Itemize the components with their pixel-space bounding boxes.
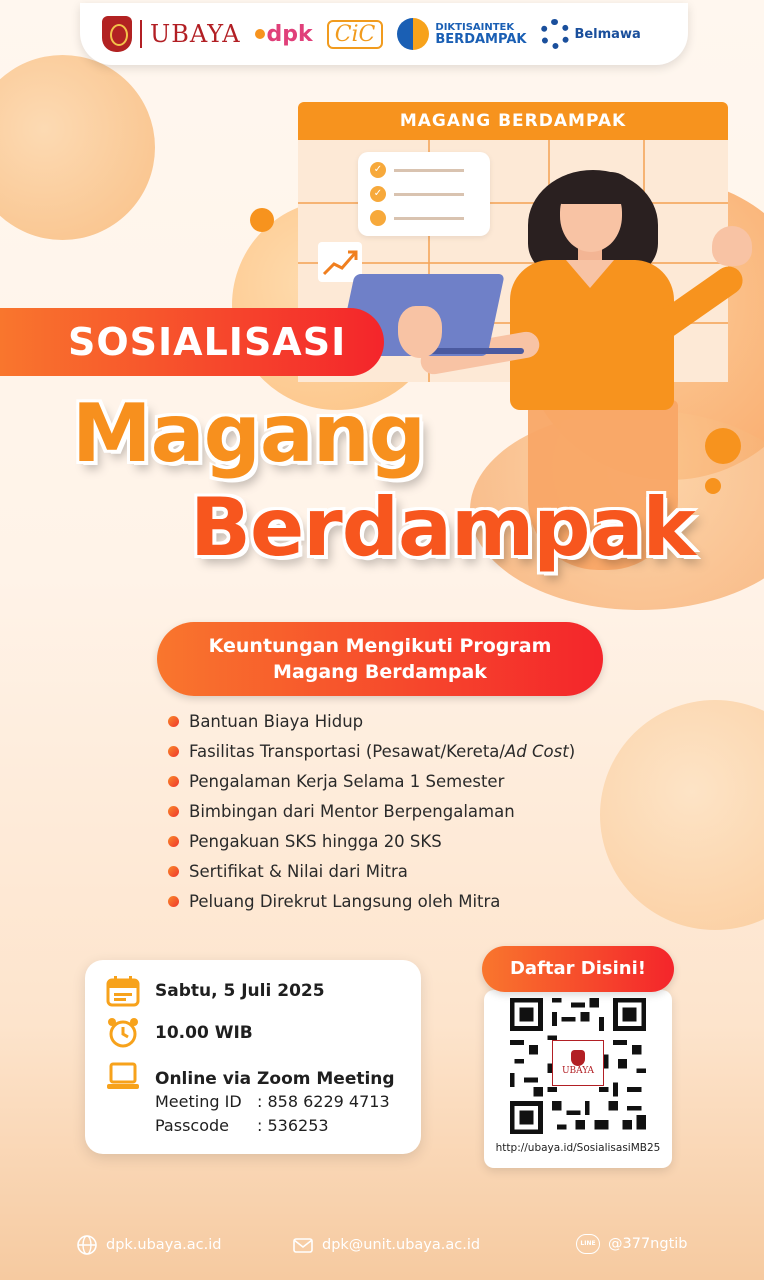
line-icon: LINE: [576, 1234, 600, 1254]
benefit-text-close: ): [568, 741, 576, 761]
check-icon: [370, 210, 386, 226]
footer-line[interactable]: [576, 1234, 688, 1254]
event-date: Sabtu, 5 Juli 2025: [155, 981, 325, 1001]
globe-icon: [76, 1234, 98, 1256]
ubaya-logo[interactable]: [102, 16, 241, 52]
benefit-text: Peluang Direkrut Langsung oleh Mitra: [189, 891, 501, 911]
decor-dot: [705, 478, 721, 494]
list-item: [168, 856, 628, 886]
checklist-line: [394, 217, 464, 220]
belmawa-wordmark: Belmawa: [574, 26, 641, 42]
event-location-row: [105, 1060, 395, 1138]
qr-card[interactable]: [484, 990, 672, 1168]
meeting-id-label: Meeting ID: [155, 1092, 242, 1111]
bullet-icon: [168, 716, 179, 727]
list-item: [168, 796, 628, 826]
checklist-line: [394, 169, 464, 172]
gear-icon: [540, 19, 570, 49]
benefit-text: Pengakuan SKS hingga 20 SKS: [189, 831, 442, 851]
event-time-row: [105, 1016, 253, 1050]
passcode-row: [155, 1114, 395, 1138]
passcode-label: Passcode: [155, 1116, 229, 1135]
check-icon: ✓: [370, 162, 386, 178]
ubaya-wordmark: UBAYA: [140, 20, 241, 48]
qr-ubaya-wordmark: UBAYA: [561, 1066, 595, 1076]
register-button[interactable]: Daftar Disini!: [482, 946, 674, 992]
benefit-text: Fasilitas Transportasi (Pesawat/Kereta/: [189, 741, 505, 761]
ubaya-crest-icon: [102, 16, 132, 52]
check-icon: ✓: [370, 186, 386, 202]
bullet-icon: [168, 896, 179, 907]
title-line-1: Magang: [72, 387, 426, 480]
decor-dot: [705, 428, 741, 464]
bullet-icon: [168, 776, 179, 787]
checklist-row: [370, 210, 464, 226]
diktisaintek-wordmark: [435, 22, 526, 46]
dpk-logo[interactable]: [255, 22, 313, 47]
list-item: [168, 886, 628, 916]
person-illustration-hand: [398, 306, 442, 358]
meeting-id-row: [155, 1090, 395, 1114]
dpk-wordmark: dpk: [266, 21, 313, 47]
calendar-icon: [105, 974, 141, 1008]
benefits-heading: [157, 622, 603, 696]
person-illustration-hand: [712, 226, 752, 266]
meeting-id-value[interactable]: : 858 6229 4713: [257, 1092, 390, 1111]
checklist-card: [358, 152, 490, 236]
belmawa-logo[interactable]: [540, 19, 640, 49]
registration-link[interactable]: http://ubaya.id/SosialisasiMB25: [495, 1142, 661, 1154]
benefit-text: Sertifikat & Nilai dari Mitra: [189, 861, 408, 881]
website-link[interactable]: dpk.ubaya.ac.id: [106, 1237, 222, 1253]
qr-ubaya-logo: [552, 1040, 604, 1086]
title-line-2: Berdampak: [190, 481, 695, 574]
cic-logo[interactable]: [327, 20, 384, 49]
line-id-link[interactable]: @377ngtib: [608, 1236, 688, 1252]
footer: [0, 1226, 764, 1266]
list-item: [168, 736, 628, 766]
footer-website[interactable]: [76, 1234, 221, 1256]
diktisaintek-line1: DIKTISAINTEK: [435, 22, 515, 33]
logo-bar: [80, 3, 688, 65]
decor-dot: [250, 208, 274, 232]
benefit-text: Bantuan Biaya Hidup: [189, 711, 364, 731]
laptop-icon: [105, 1060, 141, 1094]
event-location: Online via Zoom Meeting: [155, 1069, 395, 1089]
email-link[interactable]: dpk@unit.ubaya.ac.id: [322, 1237, 481, 1253]
diktisaintek-logo[interactable]: [397, 18, 526, 50]
list-item: [168, 706, 628, 736]
list-item: [168, 826, 628, 856]
alarm-clock-icon: [105, 1016, 141, 1050]
checklist-line: [394, 193, 464, 196]
passcode-value[interactable]: : 536253: [257, 1116, 329, 1135]
list-item: [168, 766, 628, 796]
bullet-icon: [168, 746, 179, 757]
event-time: 10.00 WIB: [155, 1023, 253, 1043]
board-header: MAGANG BERDAMPAK: [298, 102, 728, 140]
benefits-heading-line1: Keuntungan Mengikuti Program: [208, 635, 552, 657]
dpk-dot-icon: [255, 29, 265, 39]
sosialisasi-badge: SOSIALISASI: [0, 308, 384, 376]
event-info-card: [85, 960, 421, 1154]
ubaya-crest-icon: [571, 1050, 585, 1066]
diktisaintek-mark-icon: [397, 18, 429, 50]
benefit-text: Bimbingan dari Mentor Berpengalaman: [189, 801, 515, 821]
bullet-icon: [168, 836, 179, 847]
bullet-icon: [168, 866, 179, 877]
benefit-text-italic: Ad Cost: [504, 741, 569, 761]
event-location-block: [155, 1060, 395, 1138]
mail-icon: [292, 1234, 314, 1256]
board-grid-line: [298, 262, 728, 264]
benefits-heading-line2: Magang Berdampak: [273, 661, 487, 683]
diktisaintek-line2: BERDAMPAK: [435, 32, 527, 47]
benefits-list: [168, 706, 628, 916]
cic-wordmark: CiC: [334, 21, 376, 47]
person-illustration-hair: [556, 172, 636, 204]
decor-circle: [0, 55, 155, 240]
event-date-row: [105, 974, 325, 1008]
bullet-icon: [168, 806, 179, 817]
footer-email[interactable]: [292, 1234, 480, 1256]
benefit-text: Pengalaman Kerja Selama 1 Semester: [189, 771, 505, 791]
checklist-row: [370, 186, 464, 202]
checklist-row: [370, 162, 464, 178]
person-illustration-collar: [566, 260, 614, 288]
